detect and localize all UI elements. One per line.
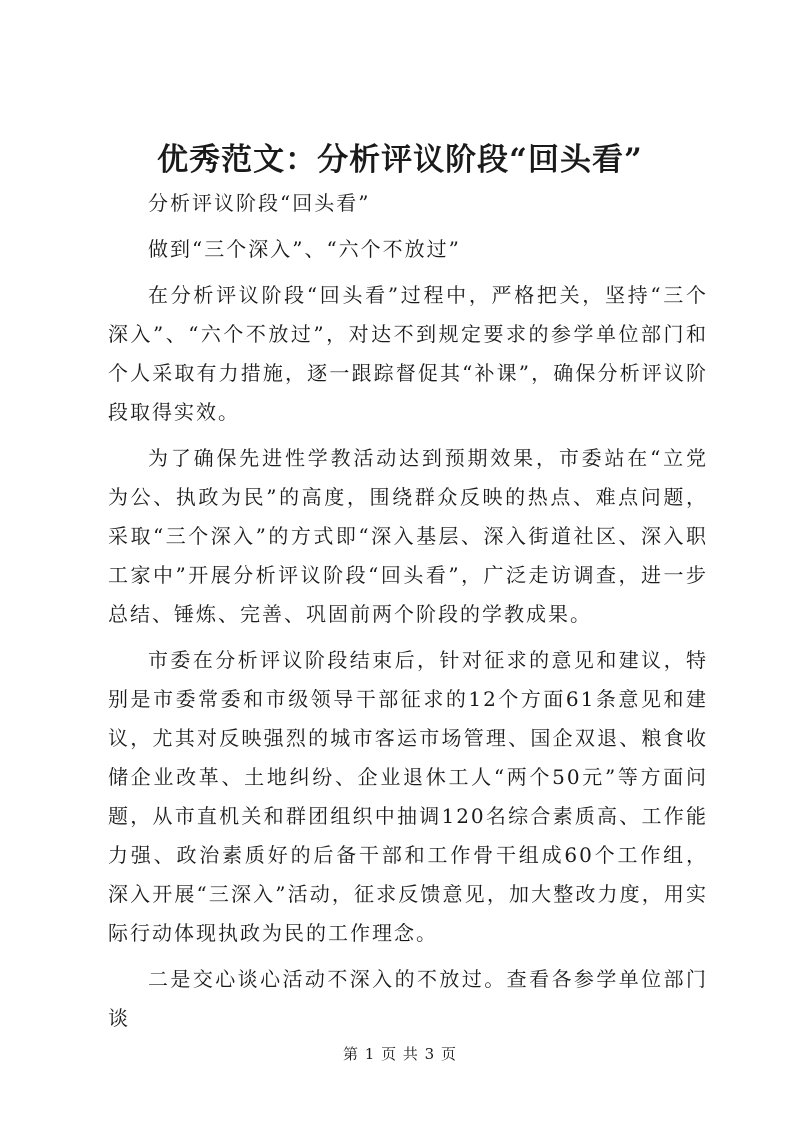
paragraph: 在分析评议阶段“回头看”过程中，严格把关，坚持“三个深入”、“六个不放过”，对达不到规定要求的参学单位部门和个人采取有力措施，逐一跟踪督促其“补课”，确保分析评议阶段取得实效。 [108,283,708,424]
paragraph: 二是交心谈心活动不深入的不放过。查看各参学单位部门谈 [108,967,708,1030]
page-footer: 第 1 页 共 3 页 [343,1045,457,1063]
paragraph: 市委在分析评议阶段结束后，针对征求的意见和建议，特别是市委常委和市级领导干部征求的12个方面61条意见和建议，尤其对反映强烈的城市客运市场管理、国企双退、粮食收储企业改革、土地纠纷、企业退休工人“两个50元”等方面问题，从市直机关和群团组织中抽调120名综合素质高、工作能力强、政治素质好的后备干部和工作骨干组成60个工作组，深入开展“三深入”活动，征求反馈意见，加大整改力度，用实际行动体现执政为民的工作理念。 [108,648,708,945]
paragraph-subtitle: 分析评议阶段“回头看” [148,191,371,215]
paragraph-heading: 做到“三个深入”、“六个不放过” [148,237,461,261]
paragraph: 为了确保先进性学教活动达到预期效果，市委站在“立党为公、执政为民”的高度，围绕群众反映的热点、难点问题，采取“三个深入”的方式即“深入基层、深入街道社区、深入职工家中”开展分析评议阶段“回头看”，广泛走访调查，进一步总结、锤炼、完善、巩固前两个阶段的学教成果。 [108,446,708,626]
document-title: 优秀范文：分析评议阶段“回头看” [157,142,643,178]
document-body [108,184,708,1045]
